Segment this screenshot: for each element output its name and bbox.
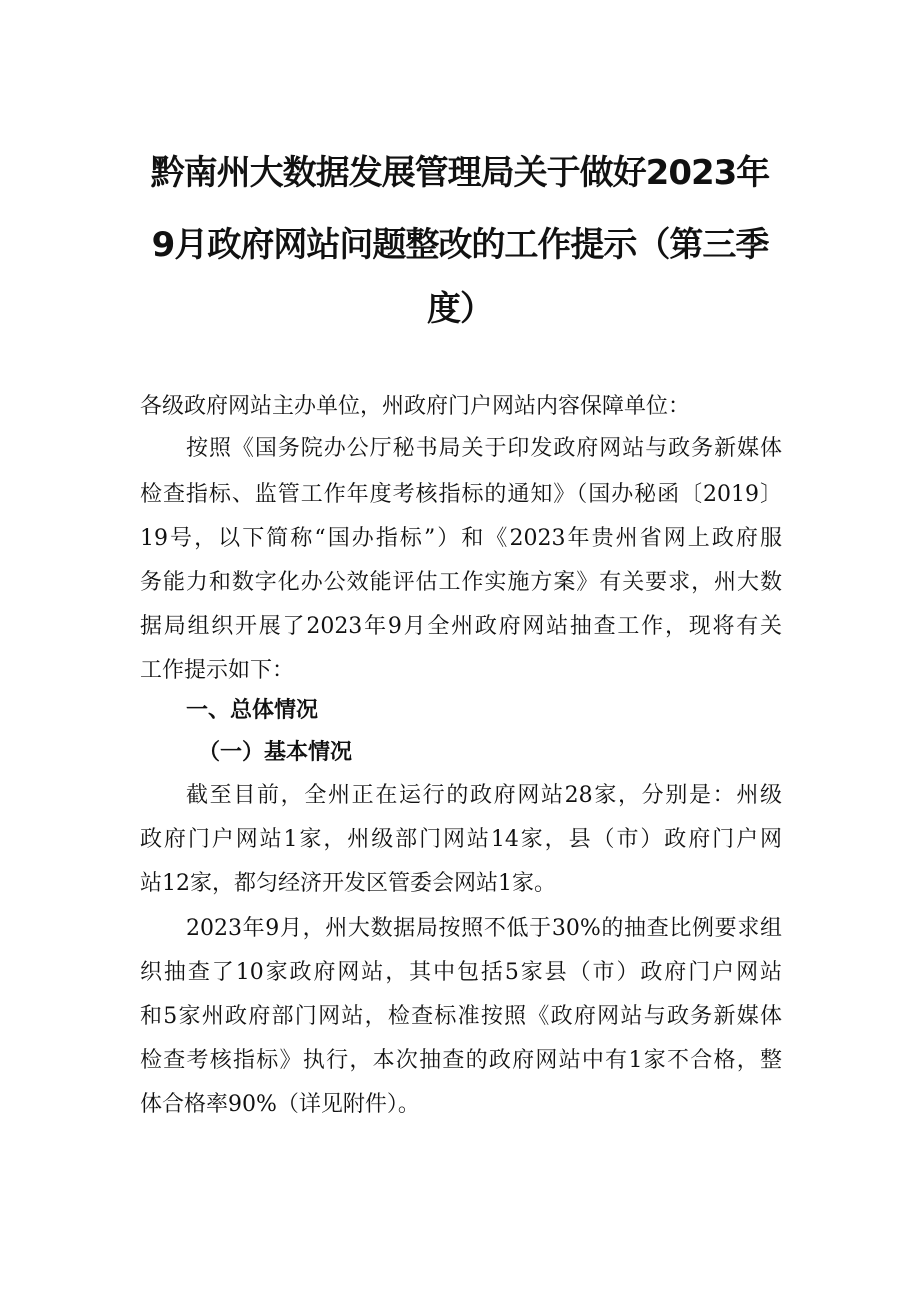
salutation: 各级政府网站主办单位，州政府门户网站内容保障单位： [140,394,691,419]
section-heading-1: 一、总体情况 [186,698,319,723]
paragraph-1-line: 按照《国务院办公厅秘书局关于印发政府网站与政务新媒体 [186,436,782,461]
document-title-line-1: 黔南州大数据发展管理局关于做好2023年 [150,153,770,193]
paragraph-1-line: 工作提示如下： [140,658,295,683]
paragraph-3-line: 织抽查了10家政府网站，其中包括5家县（市）政府门户网站 [140,960,782,985]
paragraph-3-line: 体合格率90%（详见附件）。 [140,1092,420,1117]
paragraph-1-line: 据局组织开展了2023年9月全州政府网站抽查工作，现将有关 [140,614,782,639]
document-title-line-2: 9月政府网站问题整改的工作提示（第三季 [151,225,769,265]
paragraph-1-line: 19号，以下简称“国办指标”）和《2023年贵州省网上政府服 [140,526,782,551]
paragraph-2-line: 政府门户网站1家，州级部门网站14家，县（市）政府门户网 [140,827,782,852]
paragraph-2-line: 截至目前，全州正在运行的政府网站28家，分别是：州级 [186,783,782,808]
paragraph-1-line: 务能力和数字化办公效能评估工作实施方案》有关要求，州大数 [140,570,782,595]
paragraph-2-line: 站12家，都匀经济开发区管委会网站1家。 [140,871,556,896]
document-title-line-3: 度） [427,289,493,329]
paragraph-3-line: 检查考核指标》执行，本次抽查的政府网站中有1家不合格，整 [140,1048,782,1073]
paragraph-3-line: 2023年9月，州大数据局按照不低于30%的抽查比例要求组 [186,916,782,941]
subsection-heading-1: （一）基本情况 [198,739,353,765]
paragraph-3-line: 和5家州政府部门网站，检查标准按照《政府网站与政务新媒体 [140,1004,782,1029]
paragraph-1-line: 检查指标、监管工作年度考核指标的通知》（国办秘函〔2019〕 [140,482,782,507]
